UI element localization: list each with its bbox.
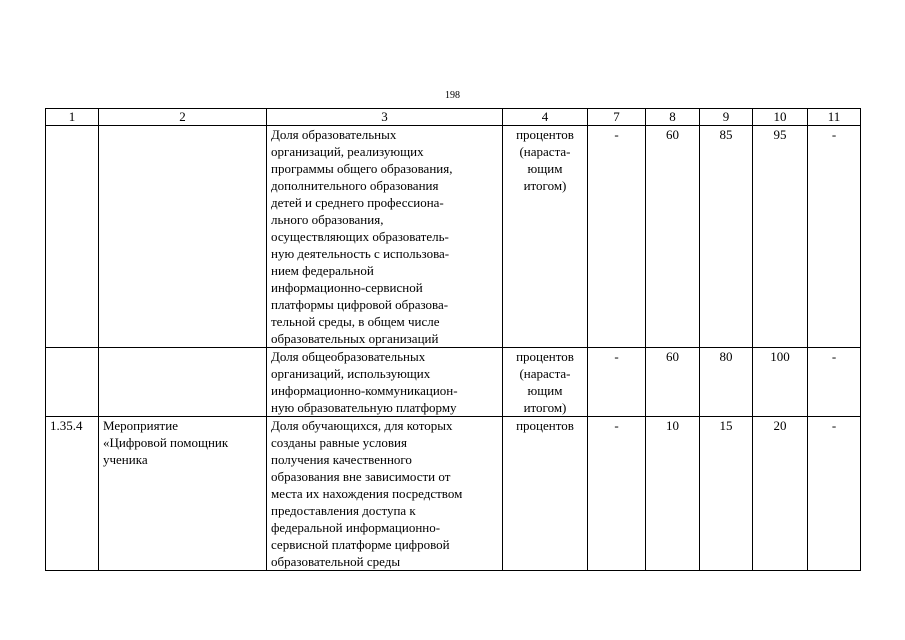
table-row bbox=[46, 348, 861, 417]
header-cell: 8 bbox=[646, 109, 700, 126]
header-cell: 9 bbox=[700, 109, 753, 126]
value-cell-8: 10 bbox=[646, 417, 700, 571]
table-row bbox=[46, 126, 861, 348]
table-row bbox=[46, 417, 861, 571]
value-cell-7: - bbox=[588, 126, 646, 348]
header-cell: 7 bbox=[588, 109, 646, 126]
header-cell: 1 bbox=[46, 109, 99, 126]
unit-cell: процентов bbox=[503, 417, 588, 571]
page-number: 198 bbox=[445, 90, 460, 101]
header-cell: 2 bbox=[99, 109, 267, 126]
value-cell-11: - bbox=[808, 348, 861, 417]
indicator-cell: Доля образовательных организаций, реализующих программы общего образования, дополнительного образования детей и среднего профессиона- льного образования, осуществляющих образователь- ную деятельность с использова- нием федеральной информационно-сервисной платформы цифровой образова- тельной среды, в общем числе образовательных организаций bbox=[267, 126, 503, 348]
activity-cell bbox=[99, 126, 267, 348]
header-cell: 3 bbox=[267, 109, 503, 126]
value-cell-9: 80 bbox=[700, 348, 753, 417]
row-number-cell bbox=[46, 126, 99, 348]
value-cell-11: - bbox=[808, 126, 861, 348]
value-cell-8: 60 bbox=[646, 348, 700, 417]
header-cell: 4 bbox=[503, 109, 588, 126]
value-cell-8: 60 bbox=[646, 126, 700, 348]
row-number-cell: 1.35.4 bbox=[46, 417, 99, 571]
value-cell-10: 20 bbox=[753, 417, 808, 571]
activity-cell: Мероприятие «Цифровой помощник ученика bbox=[99, 417, 267, 571]
unit-cell: процентов (нараста- ющим итогом) bbox=[503, 126, 588, 348]
value-cell-11: - bbox=[808, 417, 861, 571]
value-cell-9: 85 bbox=[700, 126, 753, 348]
indicator-cell: Доля общеобразовательных организаций, использующих информационно-коммуникацион- ную образовательную платформу bbox=[267, 348, 503, 417]
header-row bbox=[46, 109, 861, 126]
value-cell-9: 15 bbox=[700, 417, 753, 571]
unit-cell: процентов (нараста- ющим итогом) bbox=[503, 348, 588, 417]
value-cell-7: - bbox=[588, 417, 646, 571]
activity-cell bbox=[99, 348, 267, 417]
indicators-table bbox=[45, 108, 861, 571]
header-cell: 11 bbox=[808, 109, 861, 126]
value-cell-10: 95 bbox=[753, 126, 808, 348]
row-number-cell bbox=[46, 348, 99, 417]
indicator-cell: Доля обучающихся, для которых созданы равные условия получения качественного образования вне зависимости от места их нахождения посредством предоставления доступа к федеральной информационно- сервисной платформе цифровой образовательной среды bbox=[267, 417, 503, 571]
header-cell: 10 bbox=[753, 109, 808, 126]
value-cell-10: 100 bbox=[753, 348, 808, 417]
value-cell-7: - bbox=[588, 348, 646, 417]
